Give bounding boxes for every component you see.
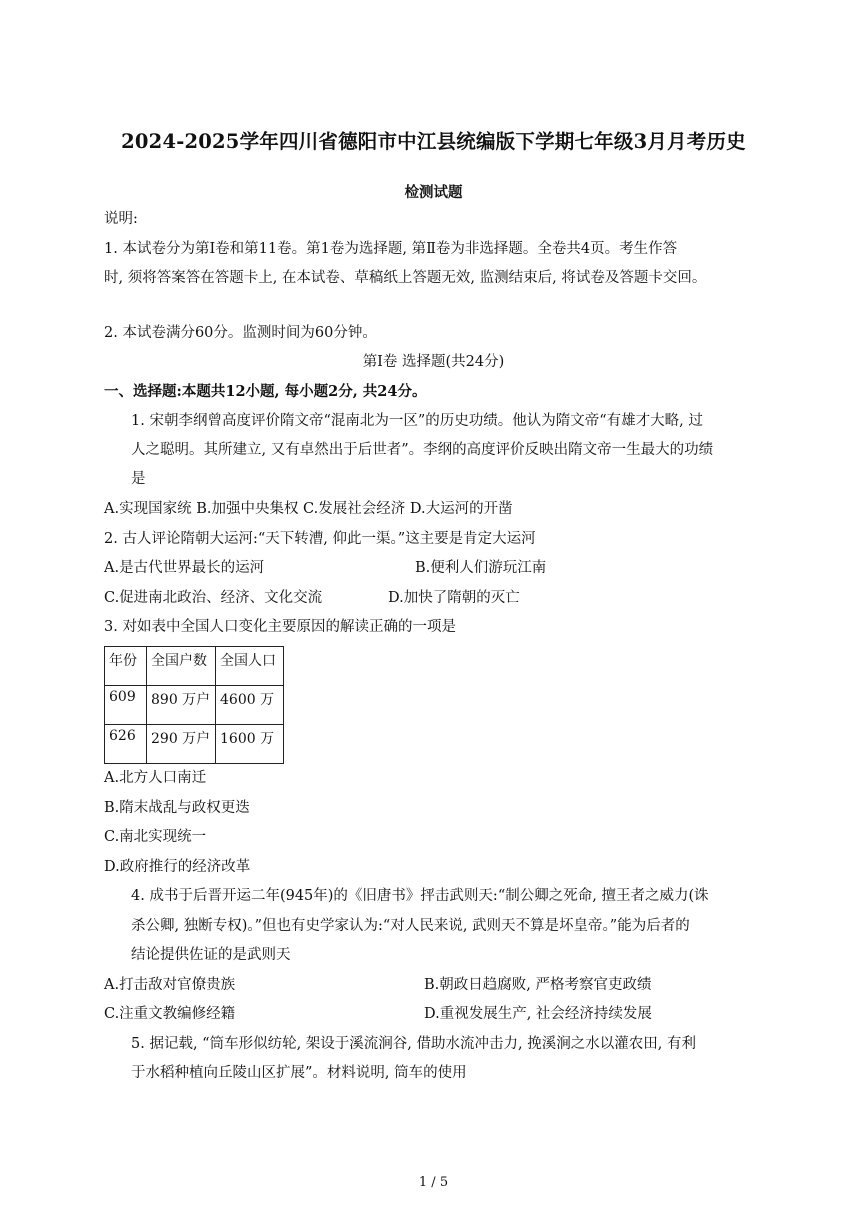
q3-option-d: D.政府推行的经济改革	[104, 859, 251, 875]
q4-option-c: C.注重文教编修经籍	[104, 1006, 236, 1022]
q4-option-d: D.重视发展生产, 社会经济持续发展	[424, 1006, 652, 1022]
q2-stem: 2. 古人评论隋朝大运河:“天下转漕, 仰此一渠。”这主要是肯定大运河	[104, 531, 536, 547]
table-header-cell: 全国人口	[216, 647, 284, 686]
q4-stem-line-2: 杀公卿, 独断专权)。”但也有史学家认为:“对人民来说, 武则天不算是坏皇帝。”能为后者的	[131, 918, 690, 934]
q2-option-a: A.是古代世界最长的运河	[104, 560, 265, 576]
q5-stem-line-1: 5. 据记载, “筒车形似纺轮, 架设于溪流涧谷, 借助水流冲击力, 挽溪涧之水以灌农田, 有利	[131, 1036, 696, 1052]
q3-option-c: C.南北实现统一	[104, 829, 207, 845]
q5-stem-line-2: 于水稻种植向丘陵山区扩展”。材料说明, 筒车的使用	[131, 1065, 467, 1081]
q4-option-a: A.打击敌对官僚贵族	[104, 977, 236, 993]
q2-option-c: C.促进南北政治、经济、文化交流	[104, 590, 323, 606]
q4-option-b: B.朝政日趋腐败, 严格考察官吏政绩	[424, 977, 652, 993]
page-title: 2024-2025学年四川省德阳市中江县统编版下学期七年级3月月考历史	[121, 130, 746, 153]
table-header-row	[105, 647, 284, 686]
q4-stem-line-3: 结论提供佐证的是武则天	[131, 947, 291, 963]
table-cell: 609	[105, 686, 147, 725]
section-heading: 第Ⅰ卷 选择题(共24分)	[362, 354, 505, 370]
table-cell: 1600 万	[216, 725, 284, 764]
q3-option-a: A.北方人口南迁	[104, 770, 207, 786]
q4-stem-line-1: 4. 成书于后晋开运二年(945年)的《旧唐书》抨击武则天:“制公卿之死命, 擅王者之威力(诛	[131, 888, 709, 904]
section-intro: 一、选择题:本题共12小题, 每小题2分, 共24分。	[104, 383, 427, 400]
instruction-1-line-1: 1. 本试卷分为第Ⅰ卷和第11卷。第1卷为选择题, 第Ⅱ卷为非选择题。全卷共4页。考生作答	[104, 241, 678, 257]
q1-stem-line-1: 1. 宋朝李纲曾高度评价隋文帝“混南北为一区”的历史功绩。他认为隋文帝“有雄才大略, 过	[131, 413, 703, 429]
q2-option-d: D.加快了隋朝的灭亡	[388, 590, 520, 606]
q1-stem-line-3: 是	[131, 471, 146, 487]
table-cell: 4600 万	[216, 686, 284, 725]
table-header-cell: 年份	[105, 647, 147, 686]
page-number: 1 / 5	[418, 1175, 449, 1190]
table-row	[105, 686, 284, 725]
population-table	[104, 646, 284, 764]
q1-stem-line-2: 人之聪明。其所建立, 又有卓然出于后世者”。李纲的高度评价反映出隋文帝一生最大的功绩	[131, 442, 714, 458]
page-subtitle: 检测试题	[404, 184, 463, 201]
instructions-label: 说明:	[104, 211, 138, 227]
table-row	[105, 725, 284, 764]
table-header-cell: 全国户数	[147, 647, 216, 686]
q3-option-b: B.隋末战乱与政权更迭	[104, 800, 250, 816]
instruction-1-line-2: 时, 须将答案答在答题卡上, 在本试卷、草稿纸上答题无效, 监测结束后, 将试卷及答题卡交回。	[104, 270, 707, 286]
q2-option-b: B.便利人们游玩江南	[415, 560, 547, 576]
table-cell: 626	[105, 725, 147, 764]
q1-options: A.实现国家统 B.加强中央集权 C.发展社会经济 D.大运河的开凿	[104, 501, 513, 517]
q3-stem: 3. 对如表中全国人口变化主要原因的解读正确的一项是	[104, 619, 456, 635]
table-cell: 890 万户	[147, 686, 216, 725]
table-cell: 290 万户	[147, 725, 216, 764]
instruction-2: 2. 本试卷满分60分。监测时间为60分钟。	[104, 325, 377, 341]
